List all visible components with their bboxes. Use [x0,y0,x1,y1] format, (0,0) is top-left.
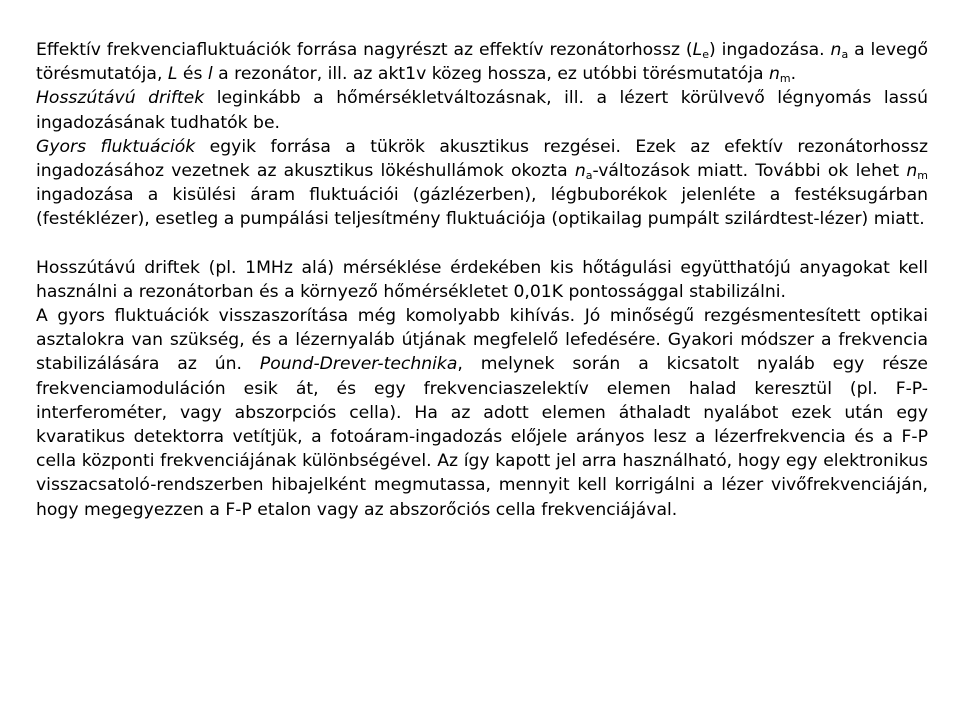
text-run: ingadozása a kisülési áram fluktuációi (gázlézerben), légbuborékok jelenléte a festéksugárban (festéklézer), esetleg a pumpálási teljesítmény fluktuációja (optikailag pumpált szilárdtest-lézer) miatt. [36,185,928,230]
subscript-e: e [702,48,710,61]
italic-term: Hosszútávú driftek [36,88,205,109]
text-run: a rezonátor, ill. az akt1v közeg hossza, ez utóbbi törésmutatója [212,64,769,85]
text-run: . [790,64,797,85]
subscript-a: a [841,48,849,61]
text-run: és [177,64,208,85]
symbol-L: L [692,40,703,60]
text-run: Effektív frekvenciafluktuációk forrása nagyrészt az effektív rezonátorhossz ( [36,40,693,60]
text-run: -változások miatt. További ok lehet [592,161,907,182]
text-run: ) ingadozása. [709,40,831,60]
symbol-n: n [906,161,918,182]
text-run: A gyors fluktuációk visszaszorítása még komolyabb kihívás. Jó minőségű rezgésmentesített optikai asztalokra van szükség, és a lézernyaláb útjának megfelelő lefedésére. Gyakori módszer a frekvencia stabilizálására az ún. [36,306,928,375]
text-run: Hosszútávú driftek (pl. 1MHz alá) mérséklése érdekében kis hőtágulási együtthatójú anyagokat kell használni a rezonátorban és a környező hőmérsékletet 0,01K pontossággal stabilizálni. [36,257,928,302]
symbol-n: n [769,64,780,85]
paragraph-fast-fluctuations [36,135,928,232]
text-run: , melynek során a kicsatolt nyaláb egy része frekvenciamoduláción esik át, és egy frekvenciaszelektív elemen halad keresztül (pl. F-P- interferométer, vagy abszorpciós cella). Ha az adott elemen áthaladt nyalábot ezek után egy kvaratikus detektorra vetítjük, a fotoáram-ingadozás előjele arányos lesz a lézerfrekvencia és a F-P cella központi frekvenciájának különbségével. Az így kapott jel arra használható, hogy egy elektronikus visszacsatoló-rendszerben hibajelként megmutassa, mennyit kell korrigálni a lézer vivőfrekvenciáján, hogy megegyezzen a F-P etalon vagy az abszorőciós cella frekvenciájával. [36,354,928,520]
symbol-n: n [830,40,842,60]
text-run: a levegő törésmutatója, [36,40,929,85]
text-run: leginkább a hőmérsékletváltozásnak, ill. a lézert körülvevő légnyomás lassú ingadozásának tudhatók be. [36,88,928,133]
text-run: egyik forrása a tükrök akusztikus rezgései. Ezek az efektív rezonátorhossz ingadozásához vezetnek az akusztikus lökéshullámok okozta [36,136,928,182]
paragraph-effective-frequency-fluctuations [36,38,928,86]
italic-term: Pound-Drever-technika [259,354,458,375]
paragraph-spacer [36,232,928,256]
document-page [36,38,928,522]
paragraph-long-term-drifts [36,86,928,134]
symbol-l: l [207,64,213,85]
symbol-L: L [167,64,178,85]
paragraph-fast-fluctuation-suppression [36,304,928,522]
paragraph-drift-mitigation [36,256,928,304]
subscript-m: m [917,169,928,183]
subscript-a: a [585,169,593,183]
subscript-m: m [779,72,791,86]
symbol-n: n [574,161,586,182]
italic-term: Gyors fluktuációk [36,136,196,157]
